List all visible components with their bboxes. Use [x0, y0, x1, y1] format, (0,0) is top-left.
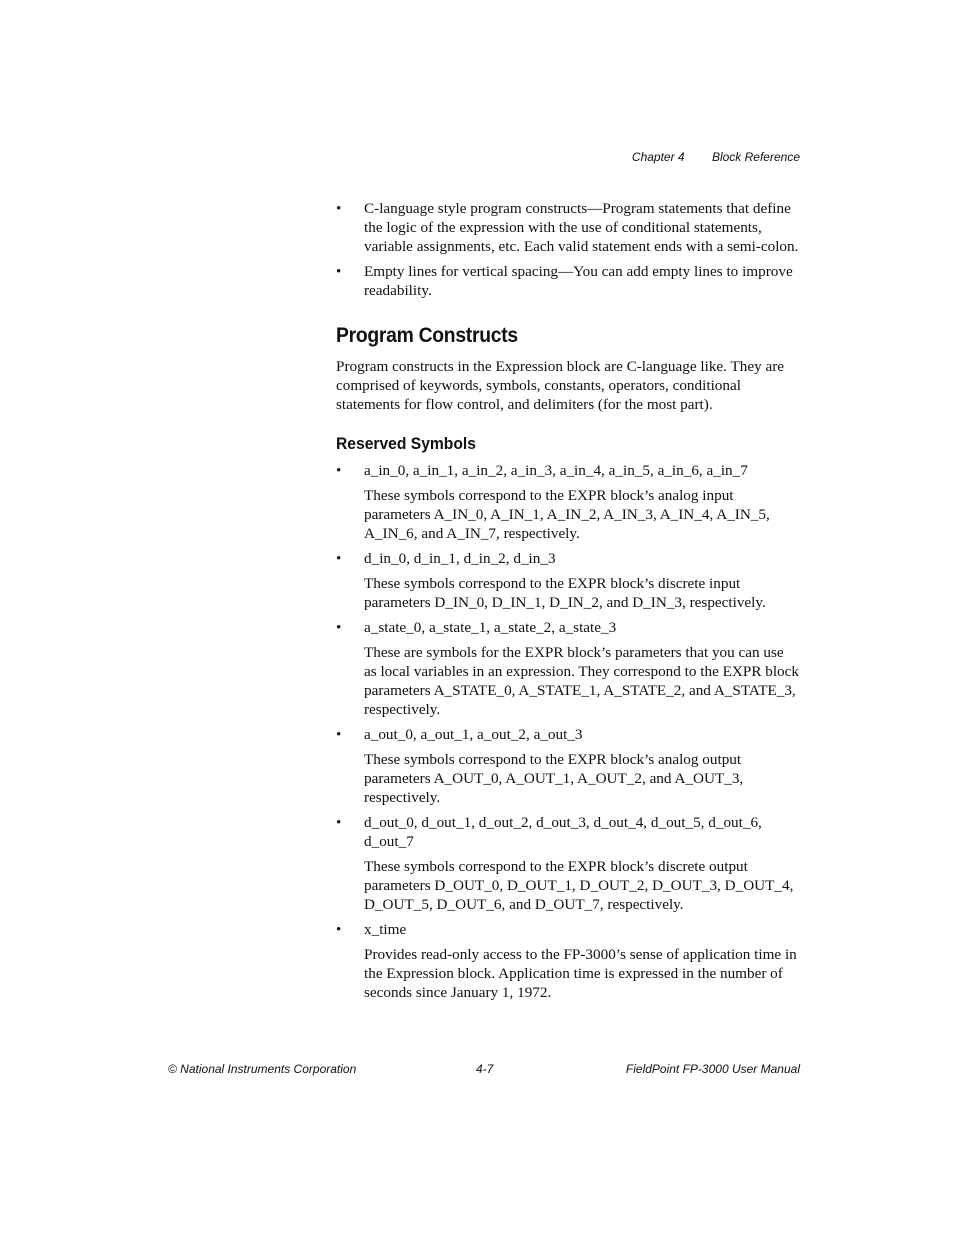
bullet-icon: •	[336, 462, 342, 479]
list-item	[336, 461, 800, 543]
list-item	[336, 262, 800, 300]
list-item	[336, 199, 800, 256]
header-chapter: Chapter 4	[631, 150, 685, 164]
header-section: Block Reference	[711, 150, 800, 164]
list-item	[336, 618, 800, 719]
reserved-symbols-list	[336, 461, 800, 1002]
symbol-names: d_out_0, d_out_1, d_out_2, d_out_3, d_out_4, d_out_5, d_out_6, d_out_7	[364, 814, 762, 850]
symbol-names: x_time	[364, 921, 407, 938]
list-item	[336, 549, 800, 612]
symbol-description: These symbols correspond to the EXPR block’s analog input parameters A_IN_0, A_IN_1, A_IN_2, A_IN_3, A_IN_4, A_IN_5, A_IN_6, and A_IN_7, respectively.	[364, 487, 770, 542]
bullet-icon: •	[336, 726, 342, 743]
bullet-text: Empty lines for vertical spacing—You can add empty lines to improve readability.	[364, 263, 793, 299]
list-item	[336, 725, 800, 807]
section-heading: Program Constructs	[336, 324, 518, 347]
symbol-names: a_out_0, a_out_1, a_out_2, a_out_3	[364, 726, 583, 743]
symbol-description: These are symbols for the EXPR block’s parameters that you can use as local variables in an expression. They correspond to the EXPR block parameters A_STATE_0, A_STATE_1, A_STATE_2, and A_STATE_3, respectively.	[364, 644, 799, 718]
list-item	[336, 813, 800, 914]
symbol-description: Provides read-only access to the FP-3000’s sense of application time in the Expression block. Application time is expressed in the number of seconds since January 1, 1972.	[364, 946, 797, 1001]
symbol-description: These symbols correspond to the EXPR block’s discrete output parameters D_OUT_0, D_OUT_1, D_OUT_2, D_OUT_3, D_OUT_4, D_OUT_5, D_OUT_6, and D_OUT_7, respectively.	[364, 858, 794, 913]
page-content	[336, 199, 800, 1008]
intro-bullet-list	[336, 199, 800, 300]
running-header	[632, 150, 800, 164]
footer-copyright: © National Instruments Corporation	[168, 1062, 357, 1076]
bullet-icon: •	[336, 200, 342, 217]
symbol-names: a_state_0, a_state_1, a_state_2, a_state_3	[364, 619, 617, 636]
symbol-names: d_in_0, d_in_1, d_in_2, d_in_3	[364, 550, 556, 567]
bullet-text: C-language style program constructs—Program statements that define the logic of the expression with the use of conditional statements, variable assignments, etc. Each valid statement ends with a semi-colon.	[364, 200, 799, 255]
bullet-icon: •	[336, 263, 342, 280]
symbol-names: a_in_0, a_in_1, a_in_2, a_in_3, a_in_4, a_in_5, a_in_6, a_in_7	[364, 462, 748, 479]
footer-page-number: 4-7	[476, 1062, 494, 1076]
symbol-description: These symbols correspond to the EXPR block’s analog output parameters A_OUT_0, A_OUT_1, A_OUT_2, and A_OUT_3, respectively.	[364, 751, 744, 806]
bullet-icon: •	[336, 619, 342, 636]
bullet-icon: •	[336, 550, 342, 567]
footer-manual-title: FieldPoint FP-3000 User Manual	[625, 1062, 800, 1076]
subsection-heading: Reserved Symbols	[336, 434, 476, 453]
running-footer	[168, 1062, 800, 1076]
symbol-description: These symbols correspond to the EXPR block’s discrete input parameters D_IN_0, D_IN_1, D_IN_2, and D_IN_3, respectively.	[364, 575, 766, 611]
bullet-icon: •	[336, 814, 342, 831]
bullet-icon: •	[336, 921, 342, 938]
section-paragraph: Program constructs in the Expression block are C-language like. They are comprised of keywords, symbols, constants, operators, conditional statements for flow control, and delimiters (for the most part).	[336, 358, 785, 413]
list-item	[336, 920, 800, 1002]
